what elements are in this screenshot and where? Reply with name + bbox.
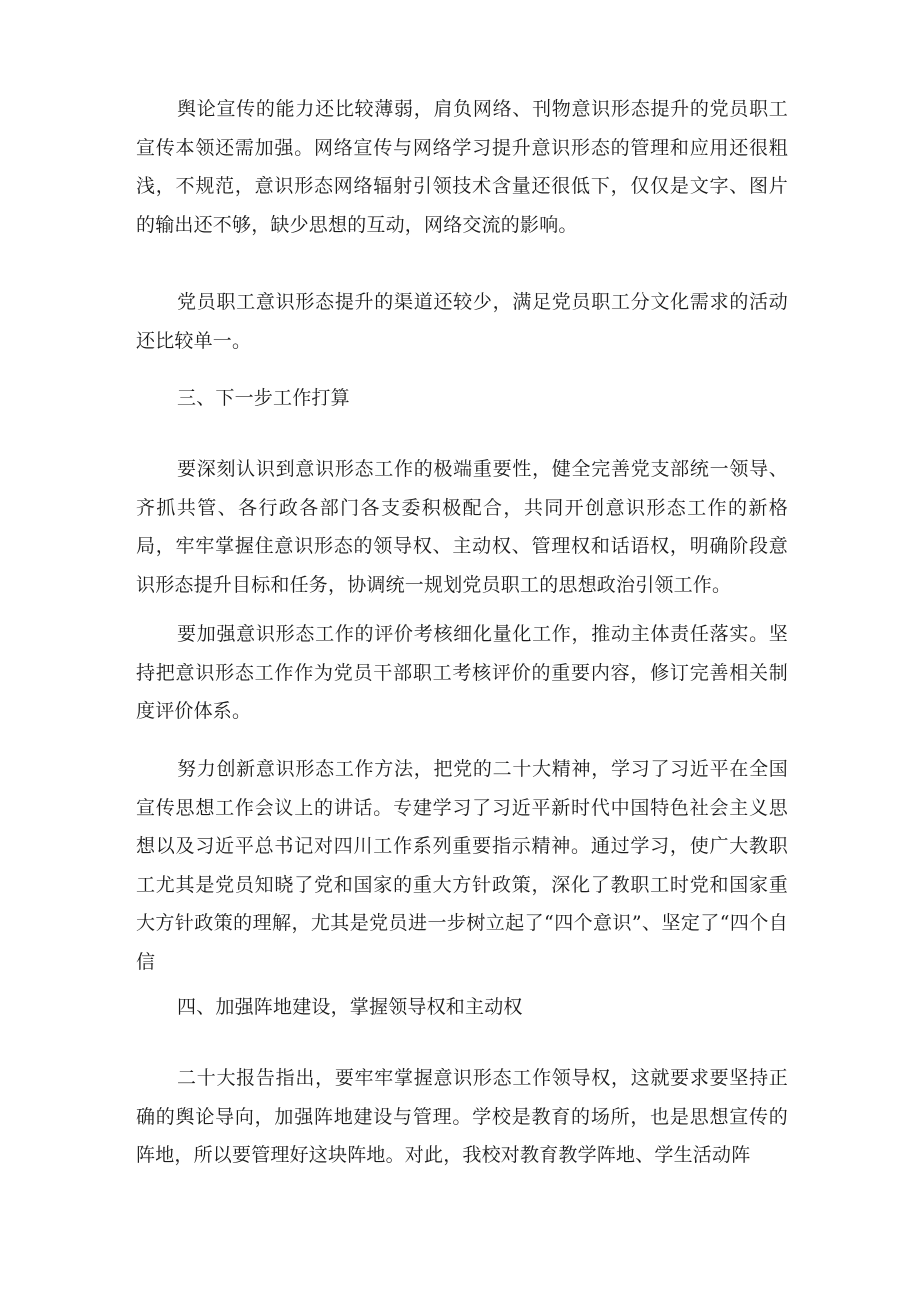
paragraph-channels: 党员职工意识形态提升的渠道还较少，满足党员职工分文化需求的活动还比较单一。 bbox=[136, 291, 788, 352]
paragraph-propaganda-weakness: 舆论宣传的能力还比较薄弱，肩负网络、刊物意识形态提升的党员职工宣传本领还需加强。网络宣传与网络学习提升意识形态的管理和应用还很粗浅，不规范，意识形态网络辐射引领技术含量还很低下，仅仅是文字、图片的输出还不够，缺少思想的互动，网络交流的影响。 bbox=[136, 98, 788, 236]
paragraph-importance: 要深刻认识到意识形态工作的极端重要性，健全完善党支部统一领导、齐抓共管、各行政各部门各支委积极配合，共同开创意识形态工作的新格局，牢牢掌握住意识形态的领导权、主动权、管理权和话语权，明确阶段意识形态提升目标和任务，协调统一规划党员职工的思想政治引领工作。 bbox=[136, 458, 788, 596]
heading-position-building: 四、加强阵地建设，掌握领导权和主动权 bbox=[177, 996, 523, 1018]
paragraph-twentieth-congress: 二十大报告指出，要牢牢掌握意识形态工作领导权，这就要求要坚持正确的舆论导向，加强阵地建设与管理。学校是教育的场所，也是思想宣传的阵地，所以要管理好这块阵地。对此，我校对教育教学阵地、学生活动阵 bbox=[136, 1067, 788, 1166]
paragraph-evaluation: 要加强意识形态工作的评价考核细化量化工作，推动主体责任落实。坚持把意识形态工作作为党员干部职工考核评价的重要内容，修订完善相关制度评价体系。 bbox=[136, 623, 788, 722]
paragraph-innovation: 努力创新意识形态工作方法，把党的二十大精神，学习了习近平在全国宣传思想工作会议上的讲话。专建学习了习近平新时代中国特色社会主义思想以及习近平总书记对四川工作系列重要指示精神。通过学习，使广大教职工尤其是党员知晓了党和国家的重大方针政策，深化了教职工时党和国家重大方针政策的理解，尤其是党员进一步树立起了“四个意识”、坚定了“四个自信 bbox=[136, 758, 788, 973]
heading-next-steps: 三、下一步工作打算 bbox=[177, 387, 350, 409]
